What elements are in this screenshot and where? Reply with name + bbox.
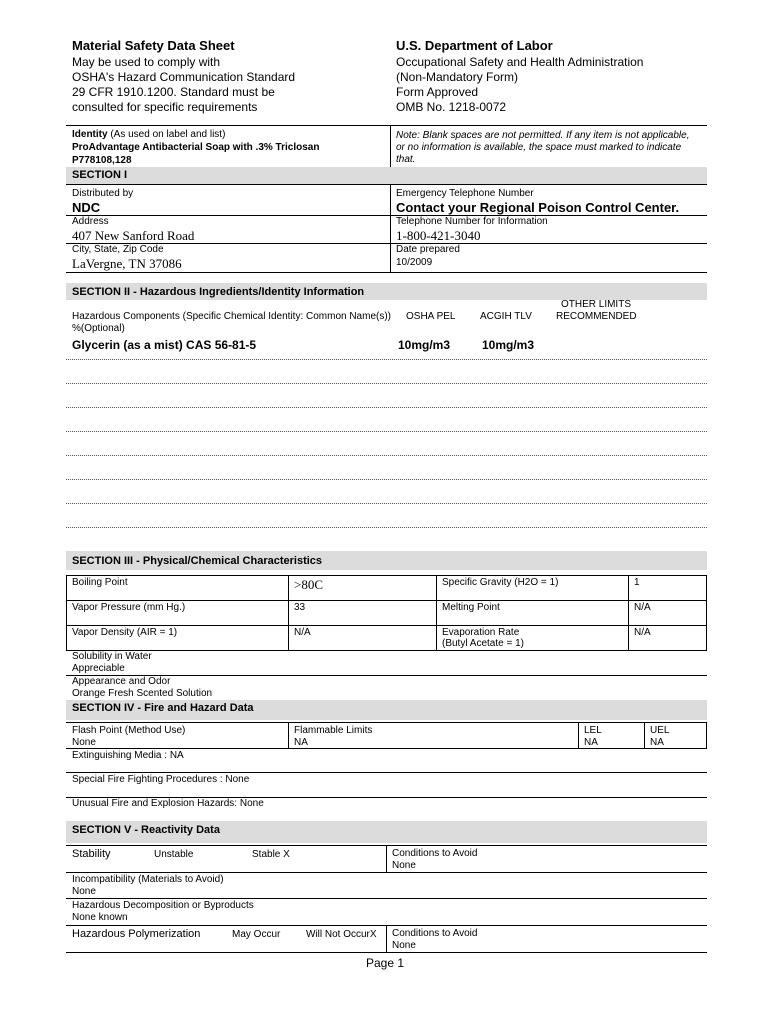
blank-row-line [66,503,707,504]
form-subtitle-line-3: 29 CFR 1910.1200. Standard must be [72,85,275,99]
blank-space-note-3: that. [396,154,416,165]
distributed-by-label: Distributed by [72,188,134,199]
other-limits-header-1: OTHER LIMITS [560,299,631,310]
blank-row-line [66,431,707,432]
identity-product: ProAdvantage Antibacterial Soap with .3% Triclosan [72,142,320,153]
boiling-point-label: Boiling Point [72,577,128,588]
agency-title: U.S. Department of Labor [396,38,553,53]
melting-point-label: Melting Point [442,602,500,613]
specific-gravity-value: 1 [634,577,640,588]
city-state-zip-label: City, State, Zip Code [72,244,164,255]
solubility-value: Appreciable [72,663,125,674]
address-label: Address [72,216,109,227]
vapor-pressure-value: 33 [294,602,306,613]
section-4-table-bottom [66,748,707,749]
uel-value: NA [650,737,664,748]
section-3-row-rule [66,600,707,601]
blank-row-line [66,527,707,528]
polymerization-label: Hazardous Polymerization [72,928,201,940]
component-row-acgih: 10mg/m3 [482,338,535,352]
flash-point-value: None [72,737,96,748]
identity-top-rule [66,125,707,126]
polymerization-will-not-occur: Will Not OccurX [306,929,377,940]
distributor-name: NDC [72,200,101,215]
evaporation-rate-value: N/A [634,627,651,638]
components-header-1: Hazardous Components (Specific Chemical Identity: Common Name(s)) [72,311,392,322]
stability-label: Stability [72,848,111,860]
incompatibility-rule [66,898,707,899]
components-header-2: %(Optional) [72,323,125,334]
identity-label-row [72,129,225,141]
stability-bottom-rule [66,872,707,873]
page-number: Page 1 [366,956,405,970]
form-subtitle-line-4: consulted for specific requirements [72,100,258,114]
city-state-zip-value: LaVergne, TN 37086 [72,256,182,271]
flammable-limits-label: Flammable Limits [294,725,373,736]
conditions-avoid-2-label: Conditions to Avoid [392,928,478,939]
identity-label: Identity [72,129,108,140]
section-4-right-border [706,722,707,748]
unusual-hazards: Unusual Fire and Explosion Hazards: None [72,798,264,809]
section-5-bottom-rule [66,952,707,953]
emergency-phone-label: Emergency Telephone Number [396,188,534,199]
stability-unstable: Unstable [154,849,194,860]
section-1-divider [390,184,391,272]
identity-divider [390,125,391,167]
form-subtitle-line-1: May be used to comply with [72,55,221,69]
boiling-point-value: >80C [294,577,324,592]
extinguishing-media: Extinguishing Media : NA [72,750,184,761]
date-prepared-label: Date prepared [396,244,460,255]
section-3-right-border [706,575,707,651]
specific-gravity-label: Specific Gravity (H2O = 1) [442,577,559,588]
lel-label: LEL [584,725,602,736]
section-3-row-rule [66,625,707,626]
emergency-phone-value: Contact your Regional Poison Control Center. [396,200,680,215]
evaporation-rate-label-2: (Butyl Acetate = 1) [442,638,524,649]
blank-space-note-2: or no information is available, the space must marked to indicate [396,142,682,153]
vapor-density-value: N/A [294,627,311,638]
evaporation-rate-label-1: Evaporation Rate [442,627,520,638]
melting-point-value: N/A [634,602,651,613]
section-4-col-divider [644,722,645,748]
osha-pel-header: OSHA PEL [406,311,456,322]
section-1-rule [66,184,707,185]
section-3-title: SECTION III - Physical/Chemical Characteristics [72,555,323,567]
omb-number: OMB No. 1218-0072 [396,100,507,114]
decomposition-value: None known [72,912,128,923]
section-1-band [66,167,707,184]
flammable-limits-value: NA [294,737,308,748]
special-procedures: Special Fire Fighting Procedures : None [72,774,250,785]
agency-line-1: Occupational Safety and Health Administration [396,55,644,69]
appearance-label: Appearance and Odor [72,676,171,687]
section-3-table-top [66,575,707,576]
section-1-title: SECTION I [72,169,128,181]
section-4-title: SECTION IV - Fire and Hazard Data [72,702,254,714]
date-prepared-value: 10/2009 [396,257,433,268]
vapor-density-label: Vapor Density (AIR = 1) [72,627,178,638]
blank-row-line [66,407,707,408]
address-rule [66,215,707,216]
info-phone-label: Telephone Number for Information [396,216,548,227]
solubility-label: Solubility in Water [72,651,152,662]
form-subtitle-line-2: OSHA's Hazard Communication Standard [72,70,296,84]
section-1-bottom-rule [66,272,707,273]
vapor-pressure-label: Vapor Pressure (mm Hg.) [72,602,186,613]
polymerization-divider [386,925,387,952]
stability-divider [386,845,387,872]
stability-stable: Stable X [252,849,290,860]
address-value: 407 New Sanford Road [72,228,195,243]
component-row-name: Glycerin (as a mist) CAS 56-81-5 [72,338,257,352]
incompatibility-label: Incompatibility (Materials to Avoid) [72,874,224,885]
appearance-value: Orange Fresh Scented Solution [72,688,213,699]
section-2-title: SECTION II - Hazardous Ingredients/Identity Information [72,286,365,298]
section-3-col-divider [628,575,629,651]
section-4-col-divider [288,722,289,748]
agency-line-3: Form Approved [396,85,479,99]
polymerization-may-occur: May Occur [232,929,281,940]
agency-line-2: (Non-Mandatory Form) [396,70,519,84]
section-3-col-divider [436,575,437,651]
blank-row-line [66,383,707,384]
extinguishing-rule [66,772,707,773]
section-4-table-top [66,722,707,723]
section-3-left-border [66,575,67,651]
info-phone-value: 1-800-421-3040 [396,228,481,243]
identity-label-note: (As used on label and list) [107,129,226,140]
conditions-avoid-value: None [392,860,416,871]
blank-row-line [66,455,707,456]
conditions-avoid-2-value: None [392,940,416,951]
other-limits-header-2: RECOMMENDED [556,311,637,322]
identity-product-code: P778108,128 [72,155,132,166]
form-title: Material Safety Data Sheet [72,38,235,53]
conditions-avoid-label: Conditions to Avoid [392,848,478,859]
uel-label: UEL [650,725,670,736]
incompatibility-value: None [72,886,96,897]
section-3-table-bottom [66,650,707,651]
decomposition-label: Hazardous Decomposition or Byproducts [72,900,254,911]
blank-row-line [66,359,707,360]
blank-row-line [66,479,707,480]
section-3-col-divider [288,575,289,651]
section-5-title: SECTION V - Reactivity Data [72,824,220,836]
section-4-col-divider [578,722,579,748]
component-row-osha: 10mg/m3 [398,338,451,352]
blank-space-note-1: Note: Blank spaces are not permitted. If any item is not applicable, [396,130,690,141]
flash-point-label: Flash Point (Method Use) [72,725,186,736]
acgih-tlv-header: ACGIH TLV [480,311,532,322]
lel-value: NA [584,737,598,748]
